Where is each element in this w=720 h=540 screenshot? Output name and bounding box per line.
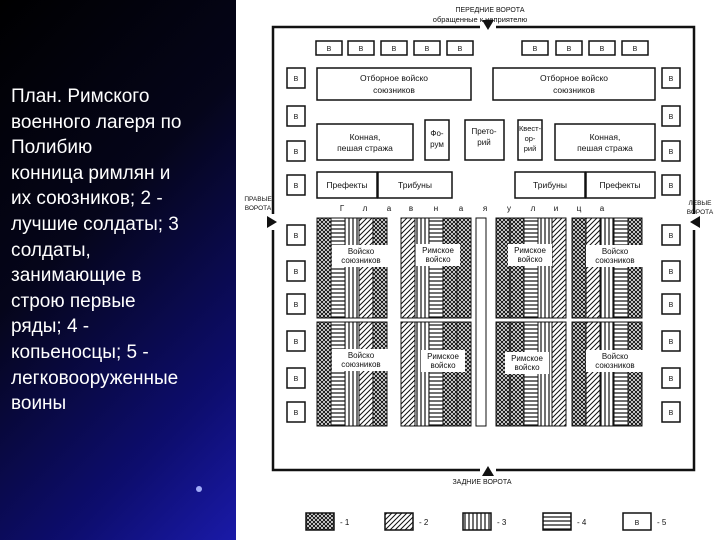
v-label: В — [668, 149, 674, 156]
v-label: В — [391, 46, 397, 53]
allies-lower-left-label-2: союзников — [341, 360, 381, 369]
v-label: В — [293, 269, 299, 276]
v-box-right-4 — [662, 175, 680, 195]
unit-strip — [552, 218, 566, 318]
guard-left — [317, 124, 413, 160]
v-box-top-5 — [447, 41, 473, 55]
unit-strip — [443, 322, 457, 426]
front-gate-sublabel: обращенные к неприятелю — [432, 15, 528, 24]
v-label: В — [668, 302, 674, 309]
guard-right-label-1: Конная, — [589, 132, 621, 142]
unit-strip — [373, 218, 387, 318]
prefects-left-label: Префекты — [326, 180, 368, 190]
v-label: В — [532, 46, 538, 53]
unit-strip — [415, 322, 429, 426]
elite-allies-right — [493, 68, 655, 100]
allies-lower-right-label-1: Войско — [601, 352, 629, 361]
unit-strip — [317, 218, 331, 318]
v-label: В — [668, 233, 674, 240]
elite-allies-right-label-1: Отборное войско — [539, 73, 609, 83]
legend-label: - 1 — [340, 518, 350, 527]
main-street-letter: в — [408, 204, 414, 213]
v-label: В — [668, 269, 674, 276]
v-label: В — [599, 46, 605, 53]
v-label: В — [293, 302, 299, 309]
v-label: В — [424, 46, 430, 53]
quaestorium-label-2: ор- — [524, 134, 536, 143]
tribunes-right-label: Трибуны — [533, 180, 567, 190]
caption-panel — [0, 0, 236, 540]
legend-swatch — [543, 513, 571, 530]
v-box-right-2 — [662, 106, 680, 126]
allies-upper-right — [586, 245, 644, 267]
unit-strip — [496, 218, 510, 318]
praetorium-label-1: Прето- — [471, 127, 497, 136]
unit-strip — [345, 218, 359, 318]
unit-strip — [586, 322, 600, 426]
v-box-right-9 — [662, 368, 680, 388]
main-street-letter: а — [458, 204, 464, 213]
v-label: В — [293, 149, 299, 156]
unit-strip — [628, 218, 642, 318]
guard-right — [555, 124, 655, 160]
unit-strip — [443, 218, 457, 318]
v-box-top-9 — [622, 41, 648, 55]
v-label: В — [293, 339, 299, 346]
v-box-right-7 — [662, 294, 680, 314]
unit-strip — [614, 322, 628, 426]
unit-strip — [538, 218, 552, 318]
legend-swatch — [385, 513, 413, 530]
legend-swatch — [306, 513, 334, 530]
v-box-top-1 — [316, 41, 342, 55]
v-box-right-3 — [662, 141, 680, 161]
unit-strip — [572, 218, 586, 318]
elite-allies-right-label-2: союзников — [553, 85, 595, 95]
legend-label: - 5 — [657, 518, 667, 527]
allies-lower-left-label-1: Войско — [347, 351, 375, 360]
elite-allies-left — [317, 68, 471, 100]
right-gate-label: ПРАВЫЕ — [244, 196, 272, 203]
legend-label: - 2 — [419, 518, 429, 527]
main-street-letter: и — [553, 204, 559, 213]
left-gate-sublabel: ВОРОТА — [686, 209, 714, 216]
legend-item-4 — [543, 513, 587, 530]
unit-strip — [401, 218, 415, 318]
v-label: В — [293, 76, 299, 83]
v-box-right-10 — [662, 402, 680, 422]
v-label: В — [293, 233, 299, 240]
v-box-left-6 — [287, 261, 305, 281]
unit-strip — [524, 218, 538, 318]
v-box-right-6 — [662, 261, 680, 281]
allies-upper-right-label-1: Войско — [601, 247, 629, 256]
rear-gate-arrow — [482, 466, 494, 476]
main-street-letter: н — [433, 204, 439, 213]
v-box-left-10 — [287, 402, 305, 422]
v-box-left-7 — [287, 294, 305, 314]
roman-lower-right-label-1: Римское — [511, 354, 543, 363]
v-box-left-2 — [287, 106, 305, 126]
roman-upper-left-label-1: Римское — [422, 246, 454, 255]
quaestorium-label-1: Квест- — [518, 124, 542, 133]
v-label: В — [293, 183, 299, 190]
allies-upper-left-label-1: Войско — [347, 247, 375, 256]
roman-lower-right — [505, 352, 549, 374]
v-box-left-5 — [287, 225, 305, 245]
unit-strip — [600, 218, 614, 318]
v-label: В — [668, 410, 674, 417]
unit-strip — [600, 322, 614, 426]
v-box-right-8 — [662, 331, 680, 351]
v-box-left-9 — [287, 368, 305, 388]
main-street-letter: а — [386, 204, 392, 213]
unit-strip — [415, 218, 429, 318]
legend-swatch — [463, 513, 491, 530]
main-street-letter: а — [599, 204, 605, 213]
unit-strip — [429, 218, 443, 318]
elite-allies-left-label-1: Отборное войско — [359, 73, 429, 83]
v-box-left-3 — [287, 141, 305, 161]
v-box-left-4 — [287, 175, 305, 195]
main-street-label — [340, 204, 605, 213]
v-box-left-8 — [287, 331, 305, 351]
unit-strip — [552, 322, 566, 426]
v-label: В — [293, 376, 299, 383]
v-box-top-6 — [522, 41, 548, 55]
v-label: В — [668, 183, 674, 190]
guard-left-label-2: пешая стража — [337, 143, 393, 153]
roman-lower-left-label-2: войско — [430, 361, 456, 370]
main-street-letter: Г — [339, 204, 345, 213]
allies-upper-left-label-2: союзников — [341, 256, 381, 265]
unit-strip — [614, 218, 628, 318]
tribunes-left-label: Трибуны — [398, 180, 432, 190]
unit-strip — [359, 322, 373, 426]
forum-label-1: Фо- — [430, 129, 444, 138]
v-label: В — [293, 410, 299, 417]
unit-strip — [331, 322, 345, 426]
elite-allies-left-label-2: союзников — [373, 85, 415, 95]
praetorium — [465, 120, 504, 160]
v-label: В — [668, 76, 674, 83]
v-label: В — [457, 46, 463, 53]
prefects-right-label: Префекты — [599, 180, 641, 190]
v-box-right-5 — [662, 225, 680, 245]
prefects-right — [586, 172, 655, 198]
legend-item-3 — [463, 513, 507, 530]
main-street-letter: л — [530, 204, 536, 213]
forum — [425, 120, 449, 160]
v-box-top-7 — [556, 41, 582, 55]
unit-strip — [572, 322, 586, 426]
praetorium-label-2: рий — [477, 138, 491, 147]
right-gate-sublabel: ВОРОТА — [244, 205, 272, 212]
unit-strip — [457, 218, 471, 318]
legend-v-label: В — [634, 520, 640, 527]
main-street-letter: у — [507, 204, 511, 213]
quaestorium — [518, 120, 542, 160]
rear-gate-label: ЗАДНИЕ ВОРОТА — [452, 479, 512, 486]
legend-label: - 4 — [577, 518, 587, 527]
v-label: В — [566, 46, 572, 53]
v-box-top-3 — [381, 41, 407, 55]
roman-lower-right-label-2: войско — [514, 363, 540, 372]
caption-text: План. Римского военного лагеря по Полибию конница римлян и их союзников; 2 - лучшие солдаты; 3 солдаты, занимающие в строю первые ряды; 4 - копьеносцы; 5 - легковооруженные воины — [11, 86, 182, 415]
unit-strip — [345, 322, 359, 426]
v-label: В — [358, 46, 364, 53]
unit-strip — [628, 322, 642, 426]
unit-strip — [401, 322, 415, 426]
unit-strip — [373, 322, 387, 426]
v-box-top-2 — [348, 41, 374, 55]
v-box-right-1 — [662, 68, 680, 88]
roman-upper-right-label-1: Римское — [514, 246, 546, 255]
front-gate-label: ПЕРЕДНИЕ ВОРОТА — [455, 7, 525, 14]
allies-upper-right-label-2: союзников — [595, 256, 635, 265]
left-gate-label: ЛЕВЫЕ — [688, 200, 712, 207]
prefects-left — [317, 172, 377, 198]
decorative-dot — [196, 486, 202, 492]
unit-strip — [359, 218, 373, 318]
legend-item-1 — [306, 513, 350, 530]
allies-lower-right-label-2: союзников — [595, 361, 635, 370]
left-gate-arrow — [690, 216, 700, 228]
v-label: В — [632, 46, 638, 53]
tribunes-left — [378, 172, 452, 198]
v-label: В — [293, 114, 299, 121]
roman-upper-right — [508, 244, 552, 266]
guard-right-label-2: пешая стража — [577, 143, 633, 153]
unit-strip — [457, 322, 471, 426]
v-box-top-8 — [589, 41, 615, 55]
tribunes-right — [515, 172, 585, 198]
allies-lower-left — [332, 349, 390, 371]
guard-left-label-1: Конная, — [349, 132, 381, 142]
roman-lower-left — [421, 350, 465, 372]
unit-strip — [586, 218, 600, 318]
top-light-infantry-row — [316, 41, 648, 55]
legend — [306, 513, 667, 530]
v-label: В — [668, 376, 674, 383]
allies-lower-right — [586, 350, 644, 372]
quaestorium-label-3: рий — [523, 144, 537, 153]
roman-upper-left — [416, 244, 460, 266]
roman-lower-left-label-1: Римское — [427, 352, 459, 361]
unit-strip — [429, 322, 443, 426]
v-box-left-1 — [287, 68, 305, 88]
unit-strip — [331, 218, 345, 318]
v-label: В — [326, 46, 332, 53]
unit-strip — [510, 218, 524, 318]
v-box-top-4 — [414, 41, 440, 55]
legend-item-2 — [385, 513, 429, 530]
v-label: В — [668, 339, 674, 346]
main-street-letter: л — [362, 204, 368, 213]
camp-plan-svg — [236, 0, 720, 540]
main-street-letter: я — [482, 204, 488, 213]
allies-upper-left — [332, 245, 390, 267]
camp-plan — [236, 0, 720, 540]
unit-strip — [317, 322, 331, 426]
forum-label-2: рум — [430, 140, 444, 149]
legend-item-5 — [623, 513, 667, 530]
right-gate-arrow — [267, 216, 277, 228]
v-label: В — [668, 114, 674, 121]
main-street-letter: ц — [576, 204, 582, 213]
legend-label: - 3 — [497, 518, 507, 527]
roman-upper-left-label-2: войско — [425, 255, 451, 264]
roman-upper-right-label-2: войско — [517, 255, 543, 264]
